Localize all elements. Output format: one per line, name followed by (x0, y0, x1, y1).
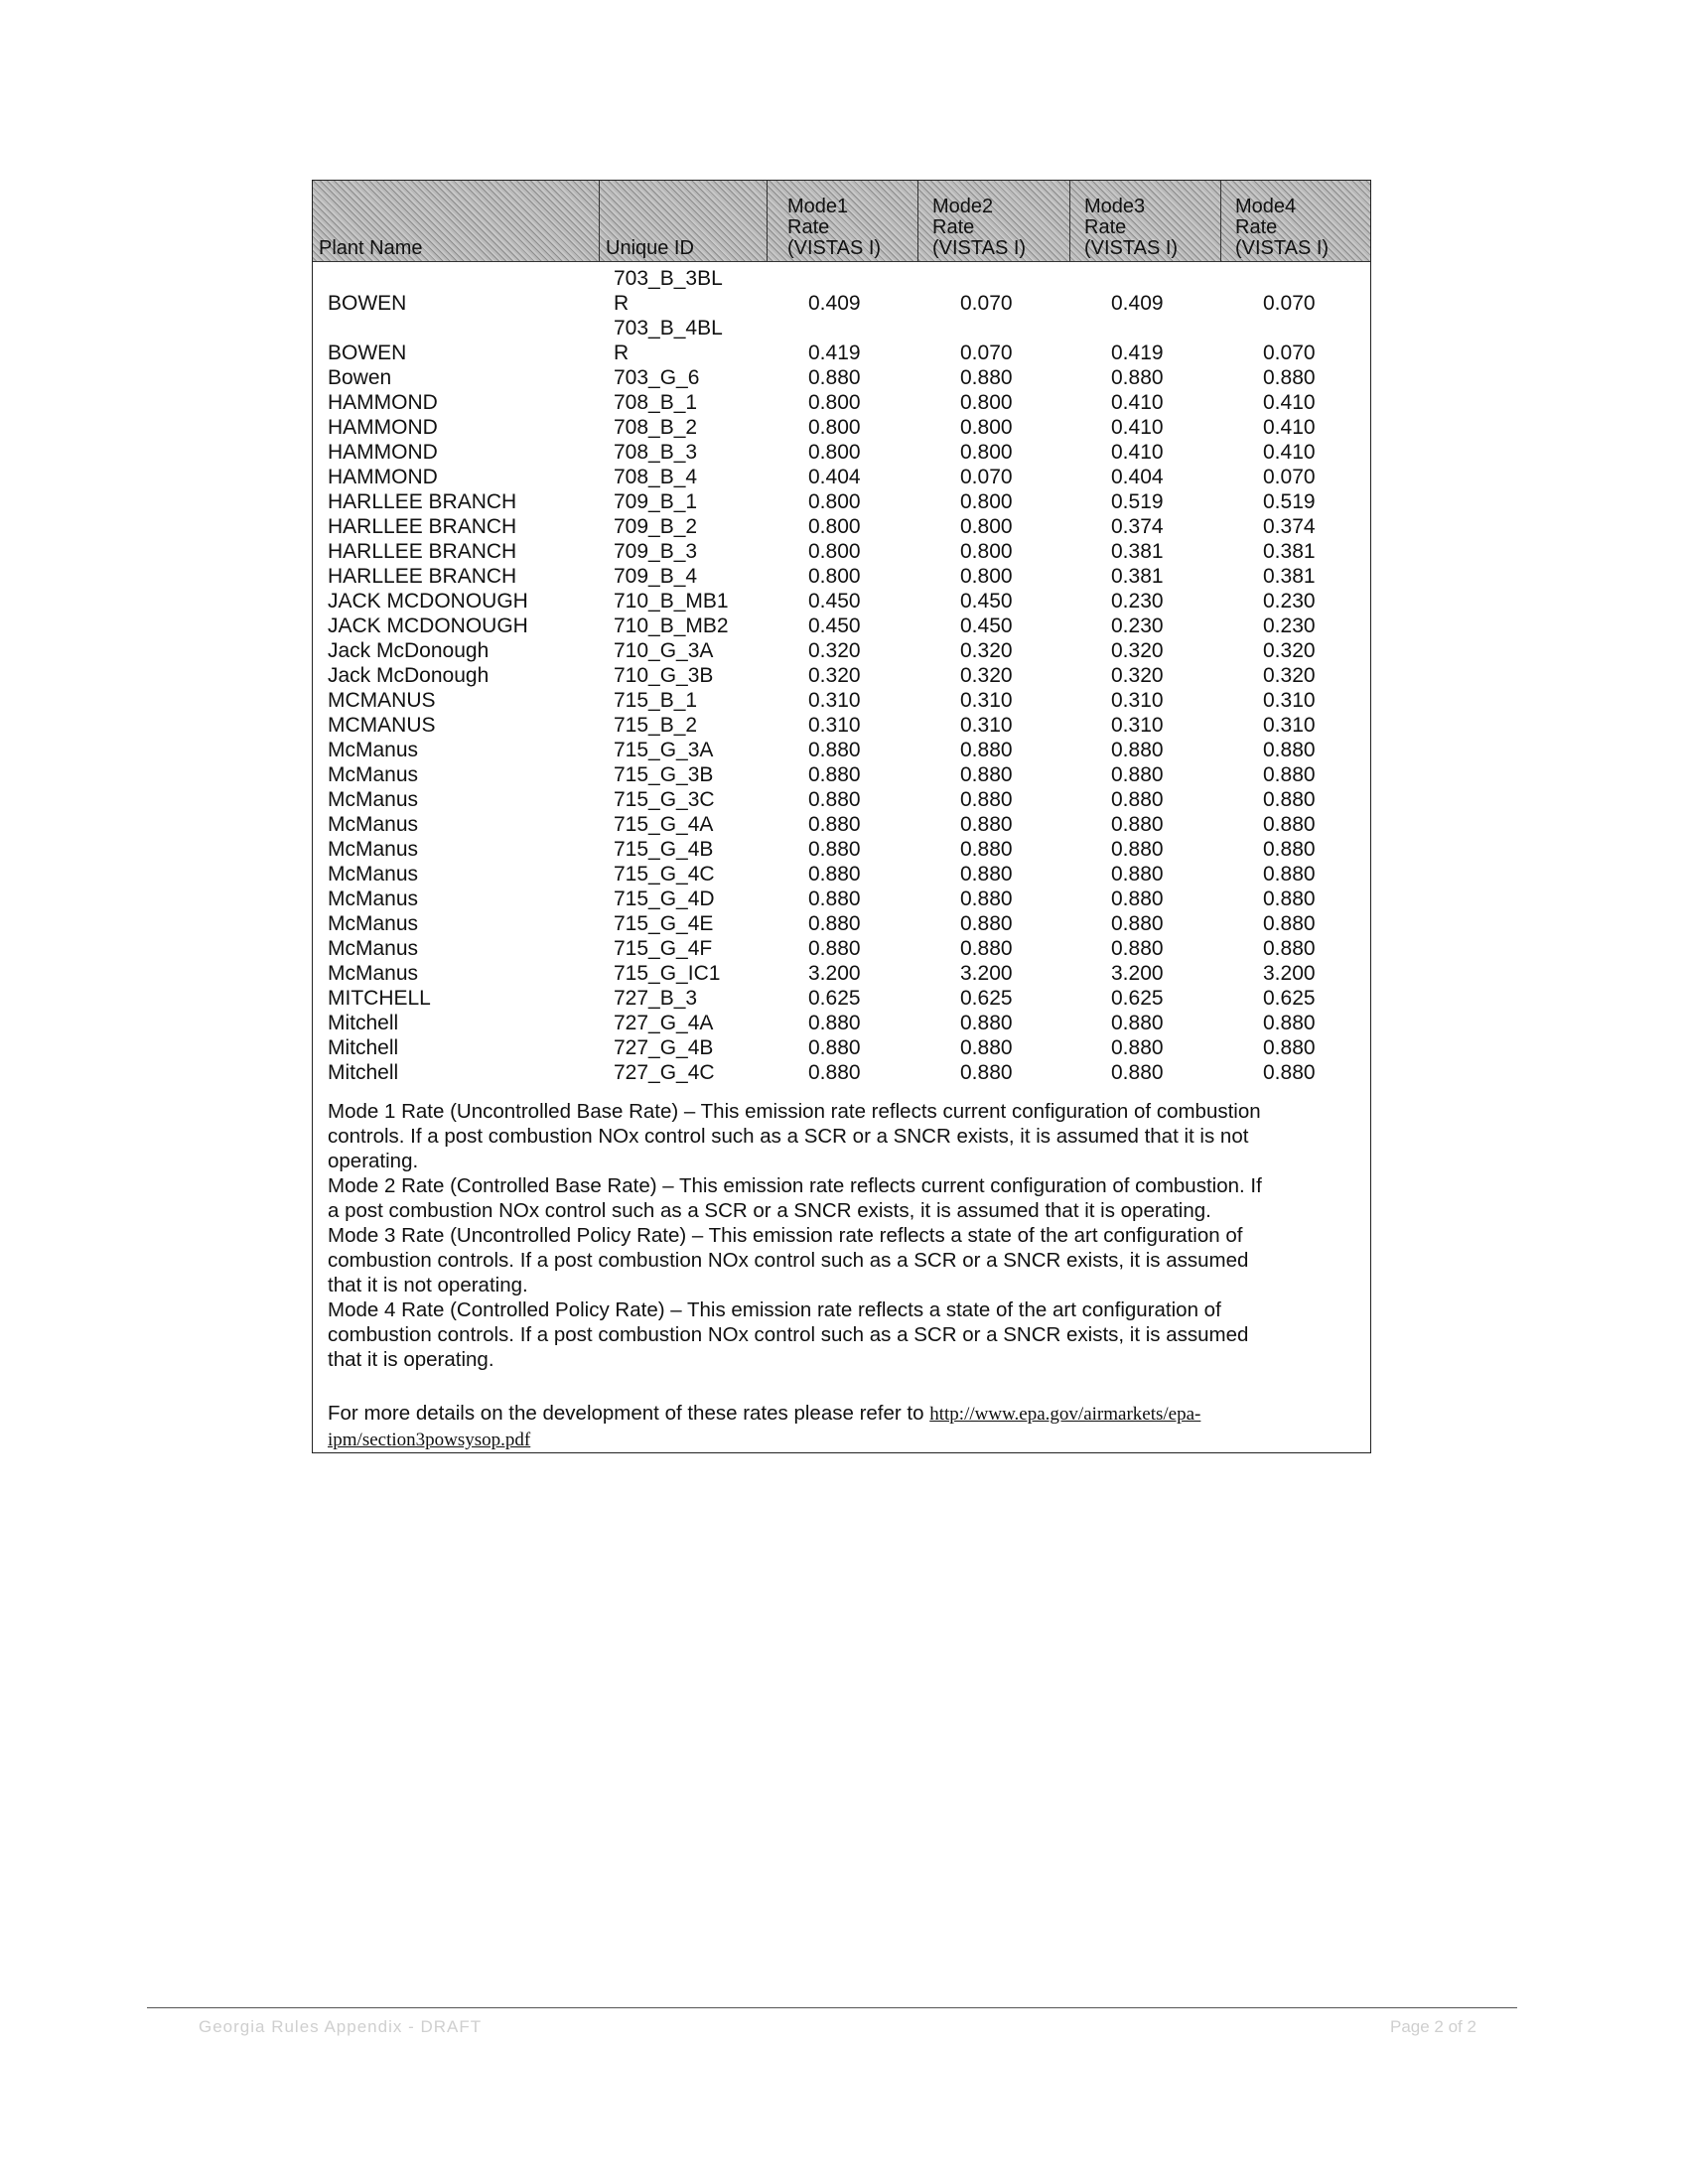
table-row (313, 316, 1370, 365)
mode2-rate-cell: 0.880 (960, 912, 1013, 935)
plant-name-cell: HAMMOND (328, 416, 438, 439)
mode2-rate-cell: 0.800 (960, 391, 1013, 414)
mode2-rate-cell: 0.450 (960, 590, 1013, 613)
mode1-rate-cell: 0.625 (808, 987, 861, 1010)
plant-name-cell: HARLLEE BRANCH (328, 565, 517, 588)
header-unique-id (600, 181, 768, 261)
mode1-rate-cell: 0.320 (808, 639, 861, 662)
note-line: Mode 4 Rate (Controlled Policy Rate) – This emission rate reflects a state of the art configuration of (328, 1298, 1221, 1321)
plant-name-cell: Jack McDonough (328, 664, 490, 687)
mode2-rate-cell: 0.070 (960, 466, 1013, 488)
table-row (313, 837, 1370, 862)
mode1-rate-cell: 0.880 (808, 838, 861, 861)
more-details-text: For more details on the development of these rates please refer to (328, 1402, 930, 1425)
table-row (313, 564, 1370, 589)
plant-name-cell: Mitchell (328, 1036, 399, 1059)
plant-name-cell: HARLLEE BRANCH (328, 515, 517, 538)
mode3-rate-cell: 0.374 (1111, 515, 1164, 538)
mode1-rate-cell: 0.880 (808, 1012, 861, 1034)
mode4-rate-cell: 0.625 (1263, 987, 1316, 1010)
table-header (313, 181, 1370, 262)
mode2-rate-cell: 0.880 (960, 1012, 1013, 1034)
header-plant-label: Plant Name (319, 237, 423, 259)
unique-id-cell: 709_B_3 (614, 540, 698, 563)
mode1-rate-cell: 0.800 (808, 441, 861, 464)
mode3-rate-cell: 0.880 (1111, 937, 1164, 960)
mode4-rate-cell: 0.880 (1263, 937, 1316, 960)
mode4-rate-cell: 0.880 (1263, 912, 1316, 935)
unique-id-cell: 715_G_4E (614, 912, 714, 935)
mode3-rate-cell: 3.200 (1111, 962, 1164, 985)
note-line: combustion controls. If a post combustion NOx control such as a SCR or a SNCR exists, it is assumed (328, 1249, 1249, 1272)
table-row (313, 365, 1370, 390)
table-row (313, 614, 1370, 638)
mode2-rate-cell: 0.320 (960, 639, 1013, 662)
mode4-rate-cell: 0.070 (1263, 292, 1316, 315)
plant-name-cell: MCMANUS (328, 714, 436, 737)
mode4-rate-cell: 0.880 (1263, 1036, 1316, 1059)
unique-id-cell: 715_G_4C (614, 863, 715, 886)
header-mode2-line: (VISTAS I) (932, 237, 1027, 259)
mode2-rate-cell: 0.880 (960, 763, 1013, 786)
note-mode3 (328, 1223, 1360, 1297)
unique-id-cell: 708_B_4 (614, 466, 698, 488)
header-unique-label: Unique ID (606, 237, 694, 259)
table-row (313, 489, 1370, 514)
mode3-rate-cell: 0.410 (1111, 441, 1164, 464)
note-line: a post combustion NOx control such as a SCR or a SNCR exists, it is assumed that it is operating. (328, 1199, 1211, 1222)
mode4-rate-cell: 0.310 (1263, 714, 1316, 737)
header-mode1-line: Mode1 (787, 196, 849, 217)
mode3-rate-cell: 0.320 (1111, 664, 1164, 687)
mode4-rate-cell: 0.880 (1263, 739, 1316, 761)
unique-id-cell: 703_G_6 (614, 366, 700, 389)
plant-name-cell: BOWEN (328, 341, 407, 364)
mode3-rate-cell: 0.410 (1111, 391, 1164, 414)
table-row (313, 862, 1370, 887)
note-line: Mode 3 Rate (Uncontrolled Policy Rate) – This emission rate reflects a state of the art configuration of (328, 1224, 1243, 1247)
header-mode4-line: (VISTAS I) (1235, 237, 1330, 259)
mode3-rate-cell: 0.880 (1111, 912, 1164, 935)
table-row (313, 440, 1370, 465)
mode2-rate-cell: 0.880 (960, 838, 1013, 861)
header-mode2-line: Rate (932, 216, 975, 238)
mode3-rate-cell: 0.880 (1111, 1036, 1164, 1059)
mode4-rate-cell: 0.410 (1263, 441, 1316, 464)
mode2-rate-cell: 0.450 (960, 614, 1013, 637)
mode1-rate-cell: 0.880 (808, 788, 861, 811)
table-row (313, 738, 1370, 762)
mode2-rate-cell: 0.880 (960, 937, 1013, 960)
plant-name-cell: HARLLEE BRANCH (328, 540, 517, 563)
header-mode2-line: Mode2 (932, 196, 994, 217)
mode3-rate-cell: 0.880 (1111, 887, 1164, 910)
mode2-rate-cell: 0.800 (960, 540, 1013, 563)
plant-name-cell: McManus (328, 763, 419, 786)
mode2-rate-cell: 0.800 (960, 441, 1013, 464)
mode1-rate-cell: 0.409 (808, 292, 861, 315)
unique-id-cell: 710_B_MB2 (614, 614, 729, 637)
footer-page-number: Page 2 of 2 (1390, 2017, 1476, 2036)
plant-name-cell: McManus (328, 887, 419, 910)
mode4-rate-cell: 0.880 (1263, 788, 1316, 811)
mode3-rate-cell: 0.230 (1111, 590, 1164, 613)
table-row (313, 1011, 1370, 1035)
unique-id-cell: 708_B_3 (614, 441, 698, 464)
mode4-rate-cell: 0.880 (1263, 838, 1316, 861)
header-mode4 (1221, 181, 1372, 261)
emission-rates-table (312, 180, 1371, 1453)
mode1-rate-cell: 0.320 (808, 664, 861, 687)
mode2-rate-cell: 0.310 (960, 714, 1013, 737)
mode3-rate-cell: 0.880 (1111, 366, 1164, 389)
mode4-rate-cell: 0.880 (1263, 366, 1316, 389)
unique-id-cell: 715_B_2 (614, 714, 698, 737)
unique-id-cell: 710_G_3A (614, 639, 714, 662)
unique-id-cell: 715_B_1 (614, 689, 698, 712)
unique-id-cell: 715_G_4A (614, 813, 714, 836)
mode4-rate-cell: 0.070 (1263, 466, 1316, 488)
mode1-rate-cell: 0.880 (808, 1061, 861, 1084)
mode1-rate-cell: 0.450 (808, 614, 861, 637)
note-line: operating. (328, 1150, 419, 1172)
unique-id-cell: 715_G_3B (614, 763, 714, 786)
header-mode1-line: Rate (787, 216, 830, 238)
mode3-rate-cell: 0.880 (1111, 763, 1164, 786)
mode4-rate-cell: 0.410 (1263, 391, 1316, 414)
mode3-rate-cell: 0.419 (1111, 341, 1164, 364)
unique-id-cell: 709_B_4 (614, 565, 698, 588)
mode4-rate-cell: 0.381 (1263, 540, 1316, 563)
plant-name-cell: HARLLEE BRANCH (328, 490, 517, 513)
mode3-rate-cell: 0.404 (1111, 466, 1164, 488)
plant-name-cell: Bowen (328, 366, 392, 389)
plant-name-cell: McManus (328, 739, 419, 761)
unique-id-cell: 710_G_3B (614, 664, 714, 687)
table-row (313, 986, 1370, 1011)
mode4-rate-cell: 0.320 (1263, 639, 1316, 662)
mode1-rate-cell: 0.880 (808, 912, 861, 935)
mode3-rate-cell: 0.409 (1111, 292, 1164, 315)
plant-name-cell: Mitchell (328, 1061, 399, 1084)
mode3-rate-cell: 0.310 (1111, 689, 1164, 712)
plant-name-cell: McManus (328, 962, 419, 985)
mode1-rate-cell: 0.880 (808, 937, 861, 960)
mode2-rate-cell: 3.200 (960, 962, 1013, 985)
note-mode2 (328, 1173, 1360, 1223)
mode4-rate-cell: 0.381 (1263, 565, 1316, 588)
mode2-rate-cell: 0.880 (960, 813, 1013, 836)
unique-id-cell: 715_G_3C (614, 788, 715, 811)
plant-name-cell: JACK MCDONOUGH (328, 614, 528, 637)
mode2-rate-cell: 0.320 (960, 664, 1013, 687)
unique-id-cell: 727_G_4A (614, 1012, 714, 1034)
table-row (313, 390, 1370, 415)
mode4-rate-cell: 0.880 (1263, 1012, 1316, 1034)
mode2-rate-cell: 0.800 (960, 490, 1013, 513)
unique-id-cell: 727_G_4C (614, 1061, 715, 1084)
header-mode1 (768, 181, 918, 261)
table-row (313, 961, 1370, 986)
mode2-rate-cell: 0.070 (960, 292, 1013, 315)
table-row (313, 887, 1370, 911)
header-mode3-line: Rate (1084, 216, 1127, 238)
plant-name-cell: Jack McDonough (328, 639, 490, 662)
mode4-rate-cell: 0.320 (1263, 664, 1316, 687)
mode2-rate-cell: 0.625 (960, 987, 1013, 1010)
mode1-rate-cell: 0.880 (808, 739, 861, 761)
note-line: controls. If a post combustion NOx control such as a SCR or a SNCR exists, it is assumed that it is not (328, 1125, 1249, 1148)
plant-name-cell: JACK MCDONOUGH (328, 590, 528, 613)
mode4-rate-cell: 0.880 (1263, 1061, 1316, 1084)
table-row (313, 936, 1370, 961)
table-row (313, 812, 1370, 837)
unique-id-cell: 703_B_4BL (614, 317, 723, 340)
plant-name-cell: BOWEN (328, 292, 407, 315)
mode1-rate-cell: 0.404 (808, 466, 861, 488)
mode3-rate-cell: 0.381 (1111, 565, 1164, 588)
plant-name-cell: HAMMOND (328, 441, 438, 464)
mode4-rate-cell: 0.410 (1263, 416, 1316, 439)
mode2-rate-cell: 0.880 (960, 788, 1013, 811)
note-line: that it is operating. (328, 1348, 494, 1371)
plant-name-cell: McManus (328, 838, 419, 861)
table-row (313, 638, 1370, 663)
mode4-rate-cell: 0.070 (1263, 341, 1316, 364)
note-mode1 (328, 1099, 1360, 1173)
mode3-rate-cell: 0.880 (1111, 813, 1164, 836)
table-row (313, 1060, 1370, 1085)
unique-id-cell: 709_B_2 (614, 515, 698, 538)
mode2-rate-cell: 0.070 (960, 341, 1013, 364)
note-mode4 (328, 1297, 1360, 1372)
mode1-rate-cell: 0.800 (808, 565, 861, 588)
table-row (313, 663, 1370, 688)
header-mode3-line: Mode3 (1084, 196, 1146, 217)
mode4-rate-cell: 0.230 (1263, 590, 1316, 613)
mode1-rate-cell: 0.800 (808, 515, 861, 538)
mode3-rate-cell: 0.880 (1111, 739, 1164, 761)
footer-rule (147, 2007, 1517, 2008)
mode3-rate-cell: 0.410 (1111, 416, 1164, 439)
plant-name-cell: HAMMOND (328, 391, 438, 414)
more-details (328, 1401, 1360, 1452)
plant-name-cell: McManus (328, 912, 419, 935)
mode1-rate-cell: 0.880 (808, 813, 861, 836)
mode-notes (328, 1099, 1360, 1372)
unique-id-cell: 715_G_4F (614, 937, 713, 960)
mode1-rate-cell: 0.800 (808, 540, 861, 563)
mode1-rate-cell: 0.800 (808, 391, 861, 414)
table-row (313, 1035, 1370, 1060)
mode2-rate-cell: 0.880 (960, 1036, 1013, 1059)
unique-id-cell: 703_B_3BL (614, 267, 723, 290)
mode4-rate-cell: 0.880 (1263, 863, 1316, 886)
table-row (313, 514, 1370, 539)
note-line: Mode 2 Rate (Controlled Base Rate) – This emission rate reflects current configuration of combustion. If (328, 1174, 1262, 1197)
unique-id-cell: 727_G_4B (614, 1036, 714, 1059)
unique-id-cell: 715_G_4D (614, 887, 715, 910)
mode3-rate-cell: 0.625 (1111, 987, 1164, 1010)
table-row (313, 266, 1370, 316)
mode1-rate-cell: 0.880 (808, 366, 861, 389)
mode2-rate-cell: 0.800 (960, 416, 1013, 439)
mode1-rate-cell: 0.880 (808, 887, 861, 910)
mode1-rate-cell: 0.450 (808, 590, 861, 613)
note-line: that it is not operating. (328, 1274, 528, 1297)
footer-left-text: Georgia Rules Appendix - DRAFT (199, 2017, 483, 2036)
unique-id-cell: 708_B_1 (614, 391, 698, 414)
mode2-rate-cell: 0.310 (960, 689, 1013, 712)
epa-link-part1[interactable]: http://www.epa.gov/airmarkets/epa- (929, 1404, 1201, 1425)
mode2-rate-cell: 0.880 (960, 863, 1013, 886)
plant-name-cell: MCMANUS (328, 689, 436, 712)
mode3-rate-cell: 0.519 (1111, 490, 1164, 513)
unique-id-cell: 727_B_3 (614, 987, 698, 1010)
mode1-rate-cell: 0.800 (808, 416, 861, 439)
unique-id-cell: R (614, 292, 630, 315)
mode3-rate-cell: 0.880 (1111, 1012, 1164, 1034)
plant-name-cell: MITCHELL (328, 987, 431, 1010)
mode3-rate-cell: 0.320 (1111, 639, 1164, 662)
header-mode1-line: (VISTAS I) (787, 237, 882, 259)
mode2-rate-cell: 0.880 (960, 739, 1013, 761)
mode3-rate-cell: 0.880 (1111, 863, 1164, 886)
table-row (313, 539, 1370, 564)
header-plant-name (313, 181, 600, 261)
plant-name-cell: HAMMOND (328, 466, 438, 488)
table-row (313, 713, 1370, 738)
mode2-rate-cell: 0.880 (960, 887, 1013, 910)
unique-id-cell: 715_G_IC1 (614, 962, 721, 985)
table-row (313, 415, 1370, 440)
table-row (313, 911, 1370, 936)
mode3-rate-cell: 0.880 (1111, 1061, 1164, 1084)
mode1-rate-cell: 0.880 (808, 1036, 861, 1059)
mode4-rate-cell: 0.374 (1263, 515, 1316, 538)
mode4-rate-cell: 0.310 (1263, 689, 1316, 712)
unique-id-cell: 709_B_1 (614, 490, 698, 513)
mode1-rate-cell: 0.310 (808, 689, 861, 712)
mode4-rate-cell: 0.880 (1263, 887, 1316, 910)
header-mode4-line: Rate (1235, 216, 1278, 238)
mode3-rate-cell: 0.310 (1111, 714, 1164, 737)
header-mode3 (1070, 181, 1221, 261)
table-row (313, 787, 1370, 812)
table-row (313, 589, 1370, 614)
unique-id-cell: R (614, 341, 630, 364)
mode3-rate-cell: 0.880 (1111, 788, 1164, 811)
plant-name-cell: McManus (328, 937, 419, 960)
mode2-rate-cell: 0.800 (960, 515, 1013, 538)
mode4-rate-cell: 3.200 (1263, 962, 1316, 985)
unique-id-cell: 710_B_MB1 (614, 590, 729, 613)
mode1-rate-cell: 0.419 (808, 341, 861, 364)
note-line: combustion controls. If a post combustion NOx control such as a SCR or a SNCR exists, it is assumed (328, 1323, 1249, 1346)
table-row (313, 688, 1370, 713)
mode3-rate-cell: 0.381 (1111, 540, 1164, 563)
mode1-rate-cell: 3.200 (808, 962, 861, 985)
mode2-rate-cell: 0.880 (960, 1061, 1013, 1084)
header-mode2 (918, 181, 1070, 261)
mode4-rate-cell: 0.880 (1263, 763, 1316, 786)
mode2-rate-cell: 0.880 (960, 366, 1013, 389)
mode4-rate-cell: 0.230 (1263, 614, 1316, 637)
unique-id-cell: 715_G_3A (614, 739, 714, 761)
header-mode3-line: (VISTAS I) (1084, 237, 1179, 259)
unique-id-cell: 715_G_4B (614, 838, 714, 861)
mode3-rate-cell: 0.880 (1111, 838, 1164, 861)
mode1-rate-cell: 0.310 (808, 714, 861, 737)
table-row (313, 762, 1370, 787)
mode4-rate-cell: 0.880 (1263, 813, 1316, 836)
mode1-rate-cell: 0.880 (808, 763, 861, 786)
plant-name-cell: McManus (328, 863, 419, 886)
table-row (313, 465, 1370, 489)
plant-name-cell: McManus (328, 788, 419, 811)
plant-name-cell: McManus (328, 813, 419, 836)
note-line: Mode 1 Rate (Uncontrolled Base Rate) – This emission rate reflects current configuration of combustion (328, 1100, 1261, 1123)
header-mode4-line: Mode4 (1235, 196, 1297, 217)
mode3-rate-cell: 0.230 (1111, 614, 1164, 637)
mode1-rate-cell: 0.800 (808, 490, 861, 513)
mode2-rate-cell: 0.800 (960, 565, 1013, 588)
unique-id-cell: 708_B_2 (614, 416, 698, 439)
epa-link-part2[interactable]: ipm/section3powsysop.pdf (328, 1430, 531, 1450)
plant-name-cell: Mitchell (328, 1012, 399, 1034)
mode4-rate-cell: 0.519 (1263, 490, 1316, 513)
mode1-rate-cell: 0.880 (808, 863, 861, 886)
